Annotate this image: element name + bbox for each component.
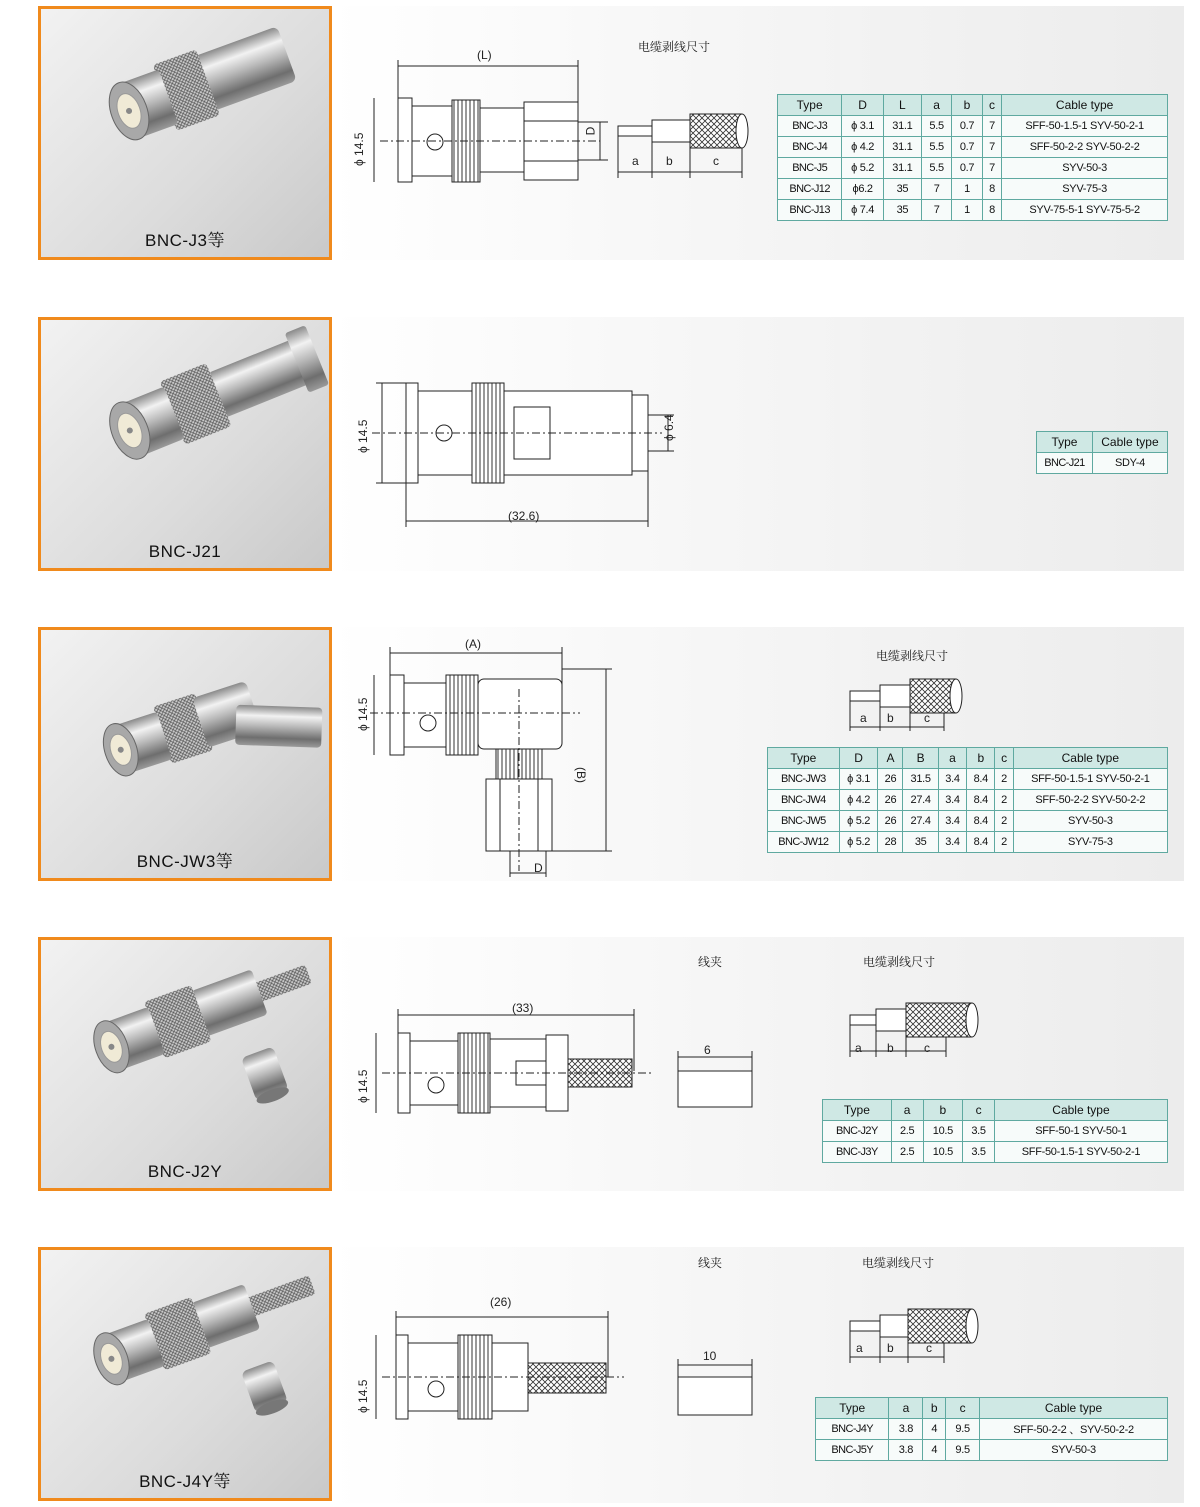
cell-l: 31.1 (883, 137, 921, 158)
dim-length: (32.6) (508, 509, 540, 523)
cell-b-lower: 8.4 (967, 832, 995, 853)
cell-a: 2.5 (891, 1121, 923, 1142)
cell-b-upper: 35 (903, 832, 938, 853)
cell-d: ϕ 5.2 (839, 832, 878, 853)
dim-clip: 6 (704, 1043, 711, 1057)
table-row (823, 1142, 1168, 1163)
dim-c: c (713, 154, 719, 168)
model-name: BNC-J4Y等 (139, 1472, 231, 1491)
connector-photo-illustration (41, 940, 329, 1188)
connector-drawing (362, 1001, 662, 1151)
dim-length: (A) (465, 637, 481, 651)
col-a-lower: a (938, 748, 966, 769)
cell-b: 0.7 (952, 158, 982, 179)
cell-d: ϕ 5.2 (842, 158, 884, 179)
connector-photo-illustration (41, 320, 329, 568)
cable-strip-drawing (612, 106, 762, 186)
cell-l: 35 (883, 179, 921, 200)
strip-title: 电缆剥线尺寸 (862, 1256, 935, 1270)
cell-b-lower: 8.4 (967, 769, 995, 790)
table-row (768, 790, 1168, 811)
col-type: Type (778, 95, 842, 116)
cell-a-lower: 3.4 (938, 811, 966, 832)
cell-c: 2 (995, 769, 1013, 790)
cell-cable-type: SFF-50-2-2 SYV-50-2-2 (1002, 137, 1168, 158)
dim-b: b (887, 1341, 894, 1355)
cell-b: 1 (952, 179, 982, 200)
cell-d: ϕ 4.2 (842, 137, 884, 158)
table-header-row (768, 748, 1168, 769)
cell-d: ϕ 3.1 (842, 116, 884, 137)
product-photo (38, 627, 332, 881)
cell-c: 2 (995, 790, 1013, 811)
col-cable-type: Cable type (1002, 95, 1168, 116)
cell-l: 31.1 (883, 158, 921, 179)
cell-c: 8 (982, 200, 1002, 221)
cell-b-upper: 27.4 (903, 790, 938, 811)
product-section-bnc-j21 (0, 317, 1200, 571)
cell-cable-type: SYV-75-3 (1002, 179, 1168, 200)
col-a: A (878, 748, 903, 769)
cell-d: ϕ 3.1 (839, 769, 878, 790)
table-row (768, 832, 1168, 853)
cell-d: ϕ 5.2 (839, 811, 878, 832)
cell-a: 3.8 (889, 1419, 923, 1440)
cell-a: 7 (921, 179, 951, 200)
cell-cable-type: SYV-50-3 (1013, 811, 1167, 832)
col-type: Type (768, 748, 840, 769)
dim-length: (26) (490, 1295, 512, 1309)
cell-d: ϕ 4.2 (839, 790, 878, 811)
dim-height: ϕ 14.5 (356, 1069, 370, 1103)
cell-a: 3.8 (889, 1440, 923, 1461)
dim-length: (33) (512, 1001, 534, 1015)
col-a: a (889, 1398, 923, 1419)
cell-cable-type: SYV-75-5-1 SYV-75-5-2 (1002, 200, 1168, 221)
cell-b: 10.5 (923, 1142, 963, 1163)
cell-c: 9.5 (946, 1440, 980, 1461)
dim-diameter: D (534, 861, 543, 875)
cell-c: 9.5 (946, 1419, 980, 1440)
dim-a: a (860, 711, 867, 725)
spec-table (767, 747, 1168, 853)
col-type: Type (823, 1100, 892, 1121)
cell-c: 2 (995, 832, 1013, 853)
model-name: BNC-J21 (148, 542, 222, 561)
cell-type: BNC-JW12 (768, 832, 840, 853)
col-c: c (995, 748, 1013, 769)
cell-type: BNC-JW4 (768, 790, 840, 811)
cell-b: 4 (923, 1419, 946, 1440)
col-b-upper: B (903, 748, 938, 769)
cell-d: ϕ 7.4 (842, 200, 884, 221)
table-header-row (816, 1398, 1168, 1419)
cell-a: 5.5 (921, 158, 951, 179)
cell-b: 0.7 (952, 116, 982, 137)
clip-drawing (672, 1047, 762, 1111)
dim-b: b (887, 1041, 894, 1055)
cell-c: 3.5 (963, 1142, 995, 1163)
dim-clip: 10 (703, 1349, 717, 1363)
dim-height: ϕ 14.5 (356, 419, 370, 453)
col-b: b (952, 95, 982, 116)
table-row (1037, 453, 1168, 474)
table-row (778, 179, 1168, 200)
col-d: D (842, 95, 884, 116)
cell-a: 26 (878, 811, 903, 832)
cell-a-lower: 3.4 (938, 832, 966, 853)
cell-a: 5.5 (921, 137, 951, 158)
dim-a: a (855, 1041, 862, 1055)
cell-a-lower: 3.4 (938, 790, 966, 811)
cell-a: 28 (878, 832, 903, 853)
table-row (768, 769, 1168, 790)
cell-a: 26 (878, 790, 903, 811)
product-section-bnc-j2y (0, 937, 1200, 1191)
cell-b: 1 (952, 200, 982, 221)
cable-strip-drawing (844, 671, 974, 735)
cell-cable-type: SYV-50-3 (980, 1440, 1168, 1461)
dim-c: c (924, 1041, 930, 1055)
col-type: Type (816, 1398, 889, 1419)
dim-a: a (856, 1341, 863, 1355)
spec-table (777, 94, 1168, 221)
col-type: Type (1037, 432, 1093, 453)
table-row (778, 116, 1168, 137)
table-row (816, 1440, 1168, 1461)
col-cable-type: Cable type (980, 1398, 1168, 1419)
cell-cable-type: SFF-50-1 SYV-50-1 (994, 1121, 1167, 1142)
strip-title: 电缆剥线尺寸 (863, 955, 936, 969)
cell-type: BNC-J3Y (823, 1142, 892, 1163)
dim-diameter: ϕ 6.4 (662, 414, 676, 441)
strip-title: 电缆剥线尺寸 (638, 40, 711, 54)
strip-title: 电缆剥线尺寸 (876, 649, 949, 663)
cell-a: 26 (878, 769, 903, 790)
cell-a-lower: 3.4 (938, 769, 966, 790)
table-row (768, 811, 1168, 832)
product-section-bnc-jw3 (0, 627, 1200, 881)
cell-cable-type: SFF-50-1.5-1 SYV-50-2-1 (1013, 769, 1167, 790)
cell-d: ϕ6.2 (842, 179, 884, 200)
model-name: BNC-JW3等 (136, 852, 234, 871)
col-cable-type: Cable type (994, 1100, 1167, 1121)
dim-length: (L) (477, 48, 492, 62)
connector-photo-illustration (41, 630, 329, 878)
cell-b-upper: 31.5 (903, 769, 938, 790)
connector-drawing (360, 46, 620, 196)
product-photo (38, 6, 332, 260)
cell-c: 8 (982, 179, 1002, 200)
connector-photo-illustration (41, 1250, 329, 1498)
cell-c: 7 (982, 137, 1002, 158)
connector-drawing (360, 639, 620, 879)
cell-l: 31.1 (883, 116, 921, 137)
cell-cable-type: SYV-50-3 (1002, 158, 1168, 179)
table-row (816, 1419, 1168, 1440)
spec-table (815, 1397, 1168, 1461)
table-header-row (1037, 432, 1168, 453)
table-row (778, 158, 1168, 179)
col-l: L (883, 95, 921, 116)
cell-l: 35 (883, 200, 921, 221)
product-section-bnc-j3 (0, 6, 1200, 260)
dim-b: b (666, 154, 673, 168)
cell-b: 4 (923, 1440, 946, 1461)
cell-type: BNC-JW5 (768, 811, 840, 832)
cell-c: 7 (982, 158, 1002, 179)
dim-height: ϕ 14.5 (356, 1379, 370, 1413)
dim-diameter: D (583, 126, 598, 136)
col-c: c (963, 1100, 995, 1121)
model-name: BNC-J2Y (147, 1162, 223, 1181)
cell-c: 3.5 (963, 1121, 995, 1142)
col-b: b (923, 1100, 963, 1121)
col-c: c (982, 95, 1002, 116)
cell-type: BNC-J5Y (816, 1440, 889, 1461)
spec-table (822, 1099, 1168, 1163)
cell-cable-type: SFF-50-1.5-1 SYV-50-2-1 (994, 1142, 1167, 1163)
col-a: a (921, 95, 951, 116)
spec-table (1036, 431, 1168, 474)
connector-photo-illustration (41, 9, 329, 257)
col-c: c (946, 1398, 980, 1419)
table-row (778, 200, 1168, 221)
cell-type: BNC-JW3 (768, 769, 840, 790)
col-b-lower: b (967, 748, 995, 769)
col-cable-type: Cable type (1013, 748, 1167, 769)
product-photo (38, 1247, 332, 1501)
cell-type: BNC-J21 (1037, 453, 1093, 474)
cell-type: BNC-J12 (778, 179, 842, 200)
cell-a: 2.5 (891, 1142, 923, 1163)
clip-title: 线夹 (698, 955, 723, 969)
cell-cable-type: SYV-75-3 (1013, 832, 1167, 853)
cell-cable-type: SDY-4 (1092, 453, 1167, 474)
cell-type: BNC-J5 (778, 158, 842, 179)
cell-b: 10.5 (923, 1121, 963, 1142)
dim-vertical: (B) (574, 767, 588, 783)
clip-title: 线夹 (698, 1256, 723, 1270)
clip-drawing (672, 1355, 762, 1419)
dim-height: ϕ 14.5 (352, 132, 366, 166)
col-cable-type: Cable type (1092, 432, 1167, 453)
col-b: b (923, 1398, 946, 1419)
cell-a: 5.5 (921, 116, 951, 137)
dim-b: b (887, 711, 894, 725)
dim-c: c (924, 711, 930, 725)
connector-drawing (362, 1307, 632, 1457)
cell-c: 7 (982, 116, 1002, 137)
table-row (823, 1121, 1168, 1142)
cell-b: 0.7 (952, 137, 982, 158)
table-header-row (778, 95, 1168, 116)
cell-b-lower: 8.4 (967, 811, 995, 832)
cable-strip-drawing (844, 997, 984, 1061)
model-name: BNC-J3等 (144, 231, 225, 250)
cell-b-upper: 27.4 (903, 811, 938, 832)
cell-type: BNC-J2Y (823, 1121, 892, 1142)
col-a: a (891, 1100, 923, 1121)
cell-cable-type: SFF-50-2-2 SYV-50-2-2 (1013, 790, 1167, 811)
col-d: D (839, 748, 878, 769)
dim-a: a (632, 154, 639, 168)
product-photo (38, 937, 332, 1191)
table-row (778, 137, 1168, 158)
cell-type: BNC-J3 (778, 116, 842, 137)
dim-height: ϕ 14.5 (356, 697, 370, 731)
table-header-row (823, 1100, 1168, 1121)
cell-cable-type: SFF-50-2-2 、SYV-50-2-2 (980, 1419, 1168, 1440)
cell-b-lower: 8.4 (967, 790, 995, 811)
product-photo (38, 317, 332, 571)
dim-c: c (926, 1341, 932, 1355)
cell-a: 7 (921, 200, 951, 221)
cell-c: 2 (995, 811, 1013, 832)
cell-type: BNC-J13 (778, 200, 842, 221)
product-section-bnc-j4y (0, 1247, 1200, 1503)
cell-type: BNC-J4 (778, 137, 842, 158)
cell-type: BNC-J4Y (816, 1419, 889, 1440)
cable-strip-drawing (844, 1303, 984, 1367)
cell-cable-type: SFF-50-1.5-1 SYV-50-2-1 (1002, 116, 1168, 137)
